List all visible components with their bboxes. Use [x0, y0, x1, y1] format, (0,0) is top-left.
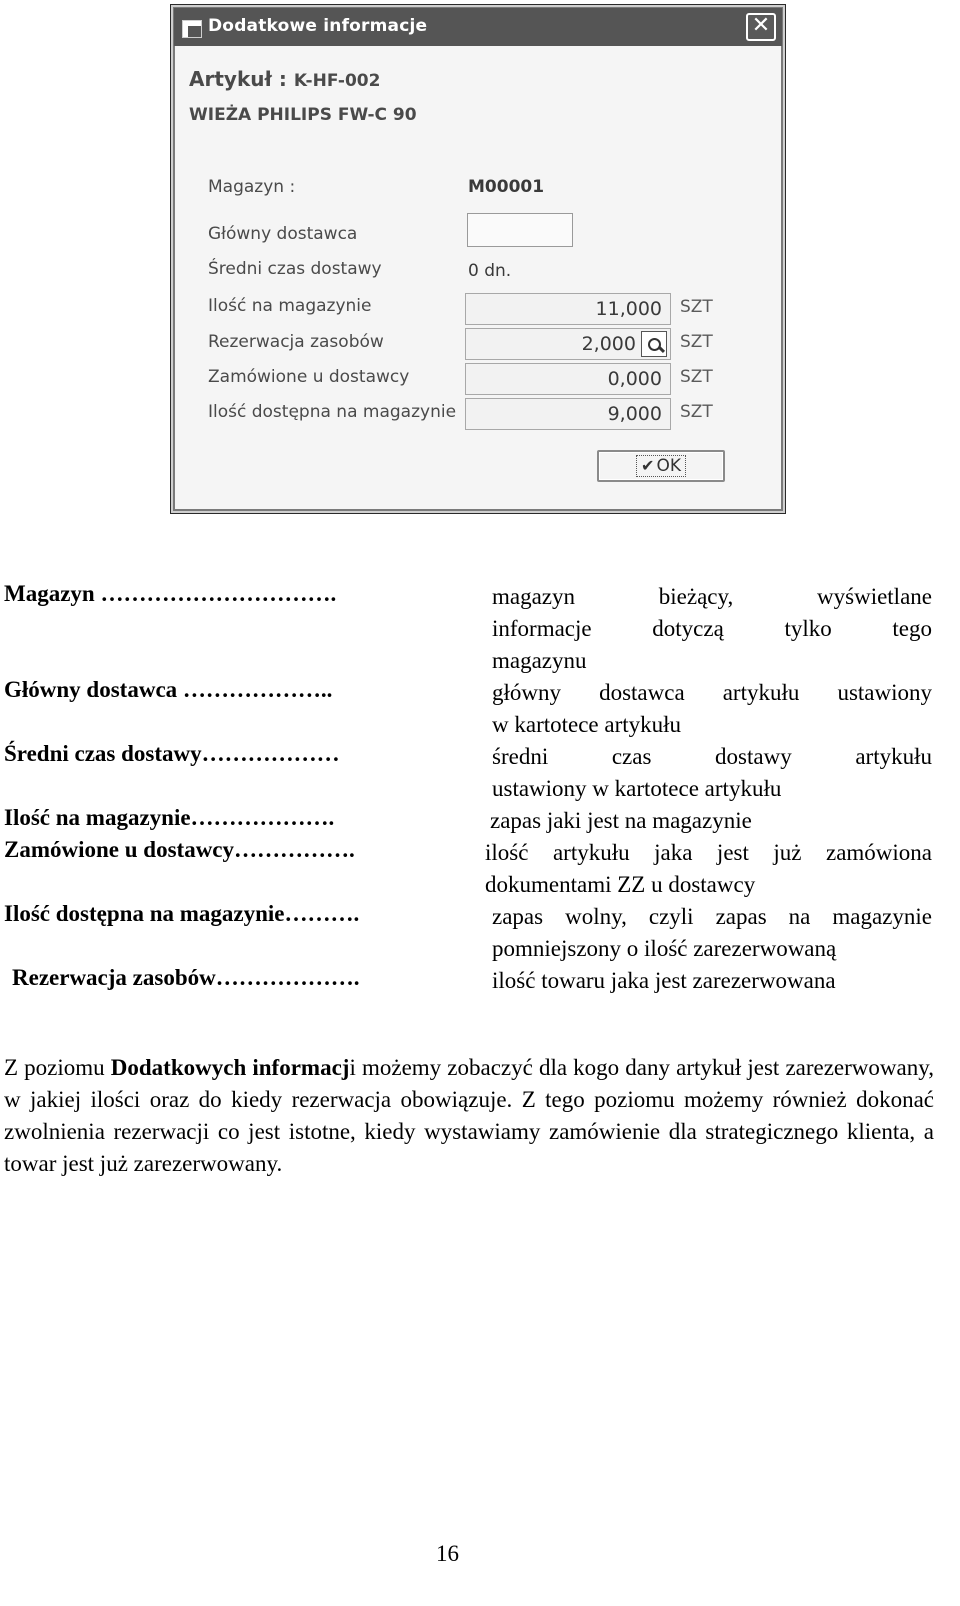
paragraph-rest: i możemy zobaczyć dla kogo dany artykuł jest zarezerwowany, w jakiej ilości oraz do kiedy rezerwacja obowiązuje. Z tego poziomu możemy również dokonać zwolnienia rezerwacji co jest istotne, kiedy wystawiamy zamówienie dla strategicznego klienta, a towar jest już zarezerwowany. [4, 1055, 934, 1176]
rezerwacja-value: 2,000 [581, 333, 636, 355]
definition-term: Ilość na magazynie………………. [4, 805, 335, 830]
definition-desc: zapas wolny, czyli zapas na magazynie [492, 904, 932, 929]
definition-desc: główny dostawca artykułu ustawiony [492, 680, 932, 705]
zamowione-unit: SZT [680, 367, 713, 387]
definition-desc: informacje dotyczą tylko tego [492, 616, 932, 641]
definition-desc: magazyn bieżący, wyświetlane [492, 584, 932, 609]
definition-desc: pomniejszony o ilość zarezerwowaną [492, 936, 837, 961]
paragraph-start: Z poziomu [4, 1055, 111, 1080]
dostepna-label: Ilość dostępna na magazynie [208, 402, 457, 422]
definition-term: Rezerwacja zasobów………………. [12, 965, 360, 990]
ok-button[interactable] [597, 450, 725, 482]
ilosc-field[interactable]: 11,000 [465, 293, 671, 325]
definition-desc: dokumentami ZZ u dostawcy [485, 872, 756, 897]
window-icon [182, 20, 202, 38]
definition-desc: ustawiony w kartotece artykułu [492, 776, 782, 801]
magnifier-icon[interactable] [641, 331, 667, 357]
dostepna-field[interactable]: 9,000 [465, 398, 671, 430]
sredni-czas-label: Średni czas dostawy [208, 259, 382, 279]
article-label: Artykuł : [189, 67, 287, 91]
rezerwacja-field[interactable] [465, 328, 671, 360]
definition-term: Główny dostawca ……………….. [4, 677, 333, 702]
check-icon: ✔ [641, 456, 655, 475]
body-paragraph [4, 1052, 934, 1180]
magazyn-label: Magazyn : [208, 177, 296, 197]
sredni-czas-value: 0 dn. [468, 261, 512, 281]
glowny-dostawca-field[interactable] [467, 213, 573, 247]
dialog-titlebar [174, 8, 782, 46]
dodatkowe-informacje-dialog [170, 4, 786, 514]
definition-term: Ilość dostępna na magazynie………. [4, 901, 360, 926]
zamowione-label: Zamówione u dostawcy [208, 367, 410, 387]
rezerwacja-label: Rezerwacja zasobów [208, 332, 384, 352]
paragraph-bold: Dodatkowych informacj [110, 1055, 350, 1080]
ilosc-unit: SZT [680, 297, 713, 317]
page-number: 16 [436, 1541, 459, 1566]
definition-desc: ilość artykułu jaka jest już zamówiona [485, 840, 932, 865]
rezerwacja-unit: SZT [680, 332, 713, 352]
article-code: K-HF-002 [293, 71, 381, 91]
definition-term: Magazyn …………………………. [4, 581, 337, 606]
definition-desc: zapas jaki jest na magazynie [490, 808, 752, 833]
definition-desc: magazynu [492, 648, 587, 673]
definition-term: Średni czas dostawy……………… [4, 741, 340, 766]
article-line [189, 67, 380, 91]
close-button[interactable]: ✕ [746, 13, 776, 41]
definition-desc: średni czas dostawy artykułu [492, 744, 932, 769]
definition-desc: w kartotece artykułu [492, 712, 682, 737]
dostepna-unit: SZT [680, 402, 713, 422]
article-name: WIEŻA PHILIPS FW-C 90 [189, 105, 417, 125]
zamowione-field[interactable]: 0,000 [465, 363, 671, 395]
dialog-title: Dodatkowe informacje [208, 16, 428, 36]
glowny-dostawca-label: Główny dostawca [208, 224, 358, 244]
definition-term: Zamówione u dostawcy……………. [4, 837, 355, 862]
magazyn-value: M00001 [468, 177, 545, 197]
ilosc-label: Ilość na magazynie [208, 296, 372, 316]
definition-desc: ilość towaru jaka jest zarezerwowana [492, 968, 836, 993]
ok-label: OK [656, 456, 681, 476]
ok-button-inner [636, 455, 686, 477]
